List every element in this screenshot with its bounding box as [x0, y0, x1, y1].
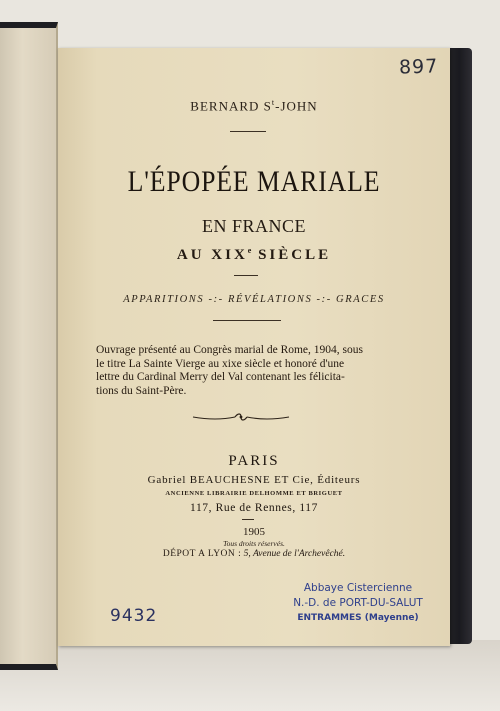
depot-line: [58, 549, 450, 559]
publisher-name: Gabriel BEAUCHESNE ET Cie, Éditeurs: [147, 474, 361, 486]
publisher-address: 117, Rue de Rennes, 117: [190, 502, 318, 514]
publication-year: 1905: [243, 526, 265, 538]
divider-rule: [242, 519, 254, 520]
description-paragraph: [96, 344, 396, 398]
table-surface: [0, 640, 500, 711]
stamp-line-1: Abbaye Cistercienne: [303, 582, 413, 594]
author-first: BERNARD S: [190, 98, 272, 114]
description-line: tions du Saint-Père.: [96, 384, 187, 397]
depot-address: 5, Avenue de l'Archevêché.: [241, 549, 346, 559]
book-title: L'ÉPOPÉE MARIALE: [127, 165, 381, 198]
description-line: lettre du Cardinal Merry del Val contenant les félicita-: [96, 371, 345, 383]
description-line: le titre La Sainte Vierge au xixe siècle et honoré d'une: [96, 357, 345, 370]
handwritten-shelf-mark: 897: [398, 55, 439, 79]
author-last: -JOHN: [275, 98, 318, 114]
description-line: Ouvrage présenté au Congrès marial de Rome, 1904, sous: [96, 344, 363, 356]
library-stamp: [278, 581, 438, 626]
author-sup: t: [271, 98, 276, 107]
book-front-cover: [0, 22, 58, 670]
author-name: [58, 98, 450, 114]
divider-rule: [230, 131, 266, 132]
subtitle-sup: e: [247, 246, 252, 255]
rights-notice: Tous droits réservés.: [223, 539, 285, 548]
publisher-former-name: ANCIENNE LIBRAIRIE DELHOMME ET BRIGUET: [165, 490, 343, 497]
stamp-line-2: N.-D. de PORT-DU-SALUT: [293, 597, 423, 609]
title-page: [58, 48, 450, 646]
subtitle-line-2: [58, 246, 450, 264]
subtitle-part-b: SIÈCLE: [251, 247, 332, 263]
topics-line: APPARITIONS -:- RÉVÉLATIONS -:- GRACES: [123, 294, 385, 305]
ornament-flourish: [191, 412, 291, 422]
subtitle-part-a: AU XIX: [176, 247, 248, 263]
stamp-line-3: ENTRAMMES (Mayenne): [297, 613, 419, 623]
publication-place: PARIS: [228, 453, 280, 469]
subtitle-line-1: EN FRANCE: [201, 216, 306, 236]
divider-rule: [213, 320, 281, 321]
handwritten-inventory-number: 9432: [110, 606, 158, 626]
depot-label: DÉPOT A LYON :: [162, 549, 242, 559]
divider-rule: [234, 275, 258, 276]
